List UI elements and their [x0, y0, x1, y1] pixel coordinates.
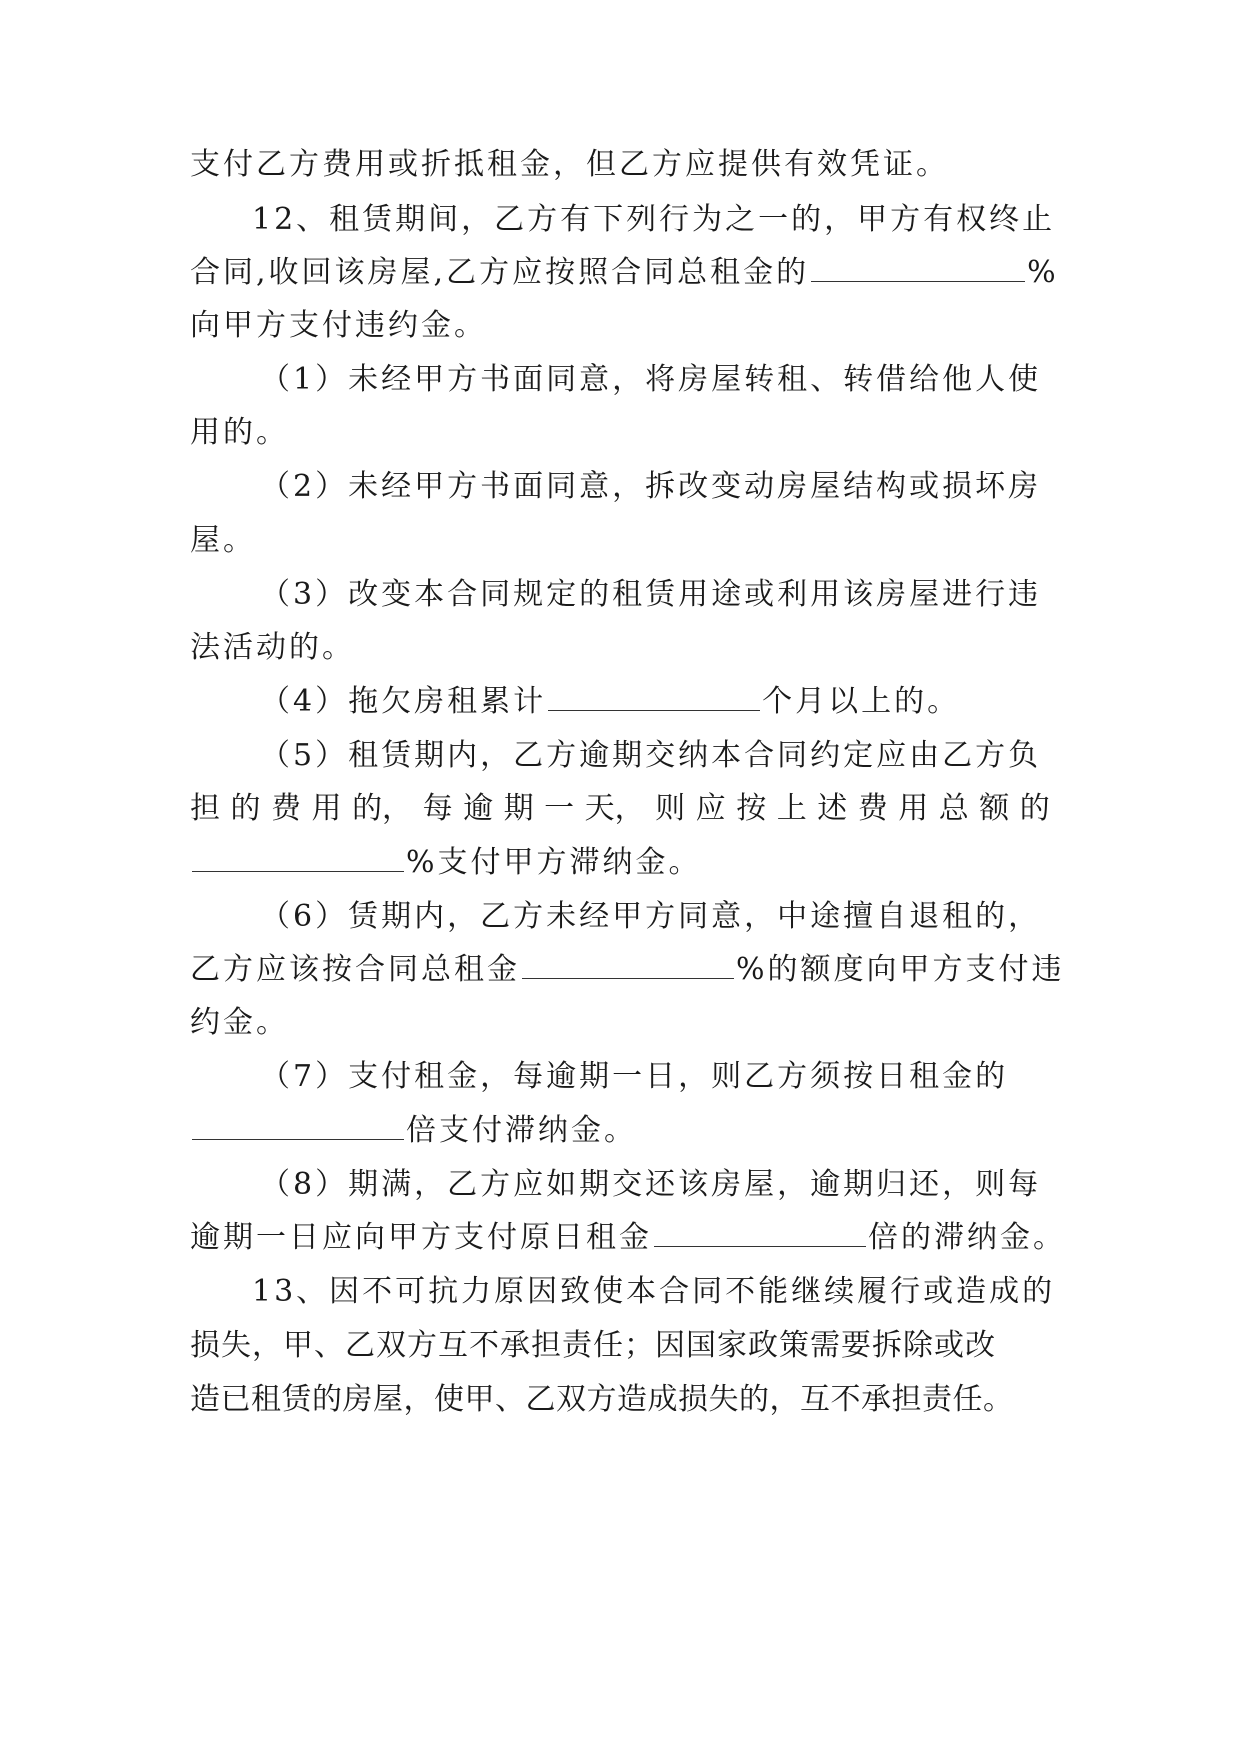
line-text: （3）改变本合同规定的租赁用途或利用该房屋进行违	[260, 577, 1042, 612]
line-text: 倍的滞纳金。	[868, 1220, 1066, 1255]
word: 费	[857, 791, 888, 826]
line-text: 12、租赁期间，乙方有下列行为之一的，甲方有权终止	[252, 202, 1056, 237]
line-text: 法活动的。	[190, 630, 355, 665]
word: 担	[190, 791, 220, 826]
item-2	[260, 467, 1120, 507]
paragraph-line	[190, 950, 1065, 990]
word: 逾	[463, 791, 494, 826]
fill-in-blank	[654, 1220, 866, 1247]
line-text: 屋。	[190, 523, 256, 558]
line-text: 合同,收回该房屋,乙方应按照合同总租金的	[190, 255, 810, 290]
item-1	[260, 360, 1120, 400]
paragraph-line	[190, 1380, 1050, 1420]
word: 应	[695, 791, 726, 826]
item-6	[260, 897, 1120, 937]
word: 费	[271, 791, 302, 826]
line-text: （5）租赁期内，乙方逾期交纳本合同约定应由乙方负	[260, 738, 1042, 773]
word: 天，	[584, 791, 645, 826]
paragraph-line	[190, 306, 1050, 346]
line-text: 约金。	[190, 1005, 289, 1040]
item-5	[260, 736, 1120, 776]
word: 的	[230, 791, 261, 826]
clause-12-heading	[252, 200, 1112, 240]
word: 每	[422, 791, 453, 826]
word: 总	[938, 791, 969, 826]
paragraph-line	[190, 145, 1050, 185]
line-text: （6）赁期内，乙方未经甲方同意，中途擅自退租的，	[260, 899, 1042, 934]
line-text: 逾期一日应向甲方支付原日租金	[190, 1220, 652, 1255]
word: 用	[898, 791, 929, 826]
word: 上	[776, 791, 807, 826]
word: 则	[655, 791, 686, 826]
line-text: 乙方应该按合同总租金	[190, 952, 520, 987]
clause-13-heading	[252, 1272, 1112, 1312]
item-4	[260, 682, 1120, 722]
paragraph-line	[190, 521, 1050, 561]
word: 按	[736, 791, 767, 826]
paragraph-line	[190, 253, 1059, 293]
paragraph-line	[190, 1218, 1066, 1258]
line-text: 倍支付滞纳金。	[406, 1113, 637, 1148]
item-7	[260, 1057, 1120, 1097]
line-text: （2）未经甲方书面同意，拆改变动房屋结构或损坏房	[260, 469, 1042, 504]
paragraph-line	[190, 628, 1050, 668]
line-text: 支付乙方费用或折抵租金，但乙方应提供有效凭证。	[190, 147, 949, 182]
word: 的，	[352, 791, 413, 826]
paragraph-line	[190, 1003, 1050, 1043]
line-text: %的额度向甲方支付违	[736, 952, 1065, 987]
paragraph-line	[190, 843, 1050, 883]
word: 述	[817, 791, 848, 826]
fill-in-blank	[192, 1113, 404, 1140]
line-text: 用的。	[190, 415, 289, 450]
line-text: （1）未经甲方书面同意，将房屋转租、转借给他人使	[260, 362, 1042, 397]
line-text: 损失，甲、乙双方互不承担责任；因国家政策需要拆除或改	[190, 1328, 996, 1363]
line-text: （4）拖欠房租累计	[260, 684, 547, 719]
word: 一	[544, 791, 575, 826]
fill-in-blank	[548, 684, 760, 711]
line-text: 造已租赁的房屋，使甲、乙双方造成损失的，互不承担责任。	[190, 1382, 1014, 1417]
justified-line	[190, 789, 1050, 829]
line-text: （7）支付租金，每逾期一日，则乙方须按日租金的	[260, 1059, 1009, 1094]
paragraph-line	[190, 1326, 1050, 1366]
fill-in-blank	[811, 255, 1025, 282]
line-text: 个月以上的。	[762, 684, 961, 719]
paragraph-line	[190, 1111, 1050, 1151]
line-text: （8）期满，乙方应如期交还该房屋，逾期归还，则每	[260, 1167, 1042, 1202]
word: 额	[979, 791, 1010, 826]
word: 期	[503, 791, 534, 826]
line-text: %	[1027, 255, 1059, 290]
fill-in-blank	[522, 952, 734, 979]
word: 用	[311, 791, 342, 826]
paragraph-line	[190, 413, 1050, 453]
item-3	[260, 575, 1120, 615]
fill-in-blank	[192, 845, 404, 872]
word: 的	[1019, 791, 1050, 826]
line-text: 13、因不可抗力原因致使本合同不能继续履行或造成的	[252, 1274, 1056, 1309]
line-text: 向甲方支付违约金。	[190, 308, 487, 343]
line-text: %支付甲方滞纳金。	[406, 845, 702, 880]
item-8	[260, 1165, 1120, 1205]
